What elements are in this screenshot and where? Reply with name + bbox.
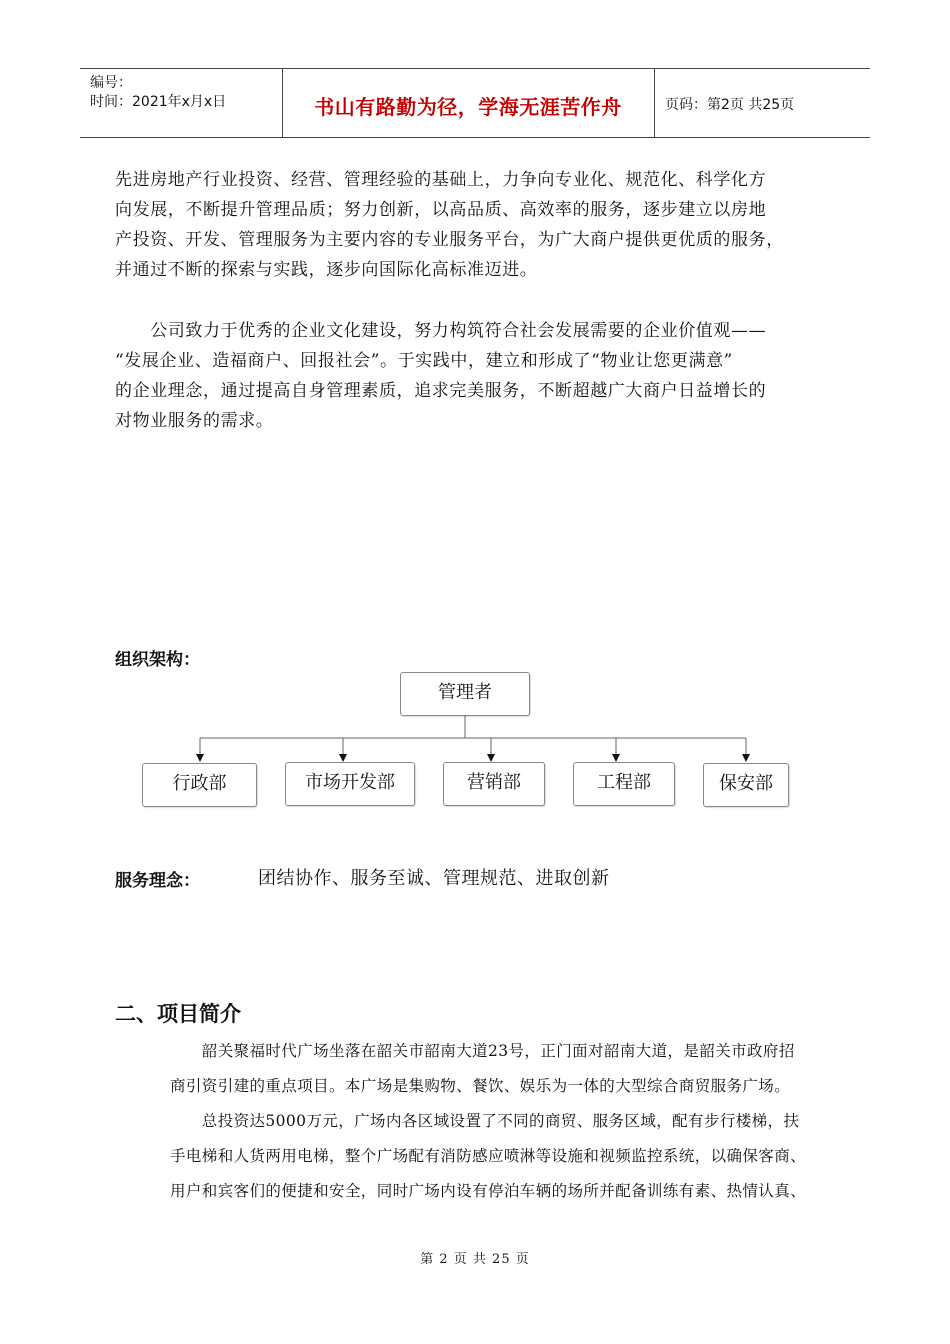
culture-line: 对物业服务的需求。 <box>115 411 274 431</box>
project-line: 用户和宾客们的便捷和安全，同时广场内设有停泊车辆的场所并配备训练有素、热情认真、 <box>170 1182 807 1200</box>
org-box-security: 保安部 <box>703 763 789 807</box>
org-box-sales: 营销部 <box>443 762 545 806</box>
org-box-market-dev: 市场开发部 <box>285 762 415 806</box>
service-text: 团结协作、服务至诚、管理规范、进取创新 <box>258 868 610 889</box>
culture-line: 的企业理念，通过提高自身管理素质，追求完美服务，不断超越广大商户日益增长的 <box>115 381 767 401</box>
header-motto: 书山有路勤为径，学海无涯苦作舟 <box>314 95 622 119</box>
header-page-label: 页码：第2页 共25页 <box>665 97 795 113</box>
arrow-icon <box>196 754 204 762</box>
intro-line: 产投资、开发、管理服务为主要内容的专业服务平台，为广大商户提供更优质的服务， <box>115 230 784 250</box>
project-line: 商引资引建的重点项目。本广场是集购物、餐饮、娱乐为一体的大型综合商贸服务广场。 <box>170 1077 791 1095</box>
project-paragraph <box>170 1034 855 1209</box>
section-heading: 二、项目简介 <box>115 1002 241 1026</box>
intro-line: 先进房地产行业投资、经营、管理经验的基础上，力争向专业化、规范化、科学化方 <box>115 170 767 190</box>
culture-line: 公司致力于优秀的企业文化建设，努力构筑符合社会发展需要的企业价值观—— <box>115 321 767 341</box>
project-line: 手电梯和人货两用电梯，整个广场配有消防感应喷淋等设施和视频监控系统，以确保客商、 <box>170 1147 807 1165</box>
arrow-icon <box>339 754 347 762</box>
arrow-icon <box>742 754 750 762</box>
doc-number-label: 编号： <box>90 75 132 91</box>
intro-line: 并通过不断的探索与实践，逐步向国际化高标准迈进。 <box>115 260 538 280</box>
project-line: 总投资达5000万元，广场内各区域设置了不同的商贸、服务区域，配有步行楼梯，扶 <box>170 1112 800 1130</box>
arrow-icon <box>487 754 495 762</box>
org-box-admin: 行政部 <box>142 763 257 807</box>
arrow-icon <box>612 754 620 762</box>
org-chart-label: 组织架构： <box>115 650 200 670</box>
org-box-manager: 管理者 <box>400 672 530 716</box>
intro-line: 向发展，不断提升管理品质；努力创新，以高品质、高效率的服务，逐步建立以房地 <box>115 200 767 220</box>
culture-line: “发展企业、造福商户、回报社会”。于实践中，建立和形成了“物业让您更满意” <box>115 351 733 371</box>
org-box-engineering: 工程部 <box>573 762 675 806</box>
service-label: 服务理念： <box>115 871 200 891</box>
page-footer: 第 2 页 共 25 页 <box>420 1252 530 1267</box>
doc-time-label: 时间：2021年x月x日 <box>90 94 227 110</box>
project-line: 韶关聚福时代广场坐落在韶关市韶南大道23号，正门面对韶南大道，是韶关市政府招 <box>170 1042 795 1060</box>
